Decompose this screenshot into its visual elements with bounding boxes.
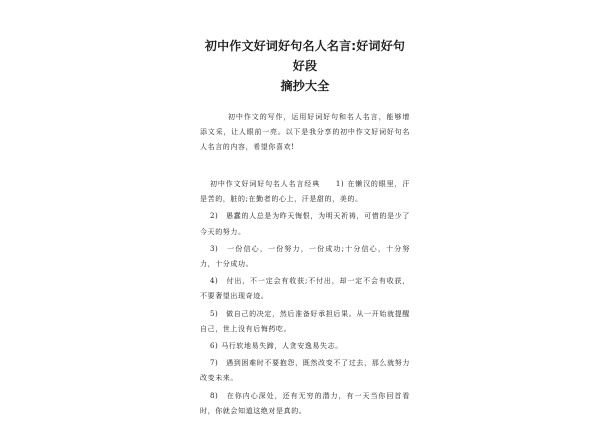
quote-paragraph-4: 4) 付出，不一定会有收获;不付出，却一定不会有收获，不要奢望出现奇迹。 [200,277,410,301]
quote-paragraph-8: 8) 在你内心深处，还有无穷的潜力，有一天当你回首看时，你就会知道这绝对是真的。 [200,391,410,415]
intro-paragraph: 初中作文的写作，运用好词好句和名人名言，能够增添文采，让人眼前一亮。以下是我分享的初中作文好词好句名人名言的内容，希望你喜欢! [200,113,410,151]
quote-paragraph-2: 2) 愚蠢的人总是为昨天悔恨，为明天祈祷，可惜的是少了今天的努力。 [200,212,410,236]
quote-paragraph-5: 5) 做自己的决定，然后准备好承担后果。从一开始就提醒自己，世上没有后悔药吃。 [200,309,410,333]
quotes-list [200,177,410,419]
quote-paragraph-3: 3) 一份信心，一份努力，一份成功;十分信心，十分努力，十分成功。 [200,244,410,269]
document-title [200,36,410,96]
quote-paragraph-1: 初中作文好词好句名人名言经典 1) 在懒汉的眼里，汗是苦的，脏的;在勤者的心上，汗是甜的，美的。 [200,180,410,204]
quote-paragraph-7: 7) 遇到困难时不要抱怨，既然改变不了过去，那么就努力改变未来。 [200,359,410,383]
quote-paragraph-6: 6) 马行软地易失蹄，人贪安逸易失志。 [210,342,343,351]
title-line-1: 初中作文好词好句名人名言:好词好句好段 [204,39,406,73]
title-line-2: 摘抄大全 [280,79,330,93]
document-page [200,30,410,421]
